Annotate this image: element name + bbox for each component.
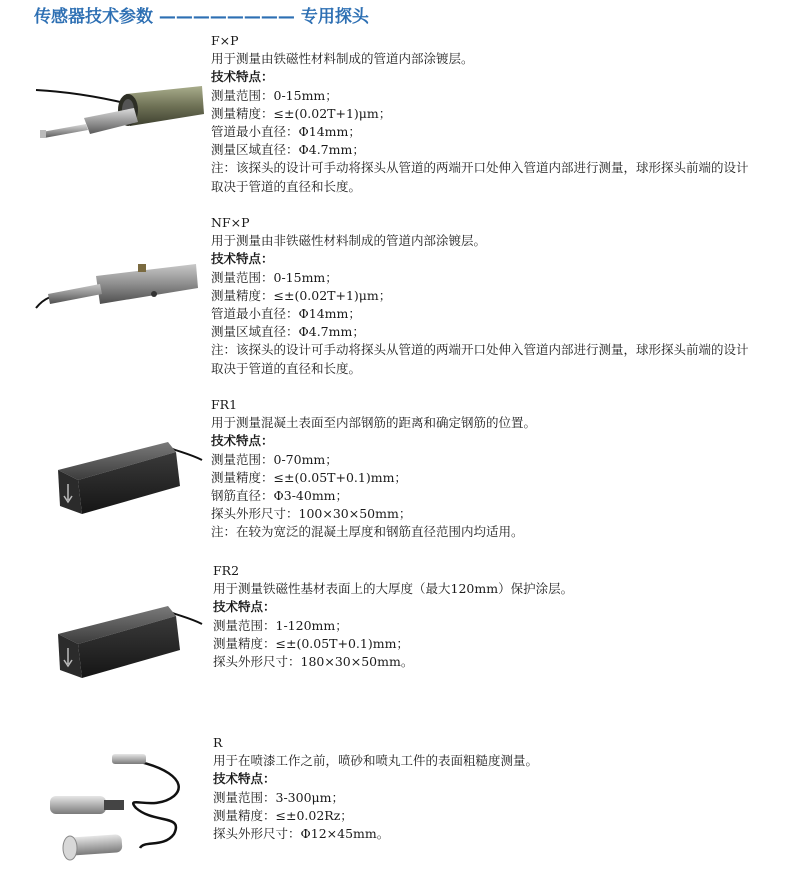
nfxp-probe-photo (34, 258, 206, 318)
fr2-probe-photo (44, 604, 204, 680)
spec-line: 探头外形尺寸：Φ12×45mm。 (213, 826, 390, 842)
spec-line: 测量范围：3-300μm； (213, 789, 345, 805)
probe-description: 用于在喷漆工作之前，喷砂和喷丸工件的表面粗糙度测量。 (213, 753, 539, 769)
features-label: 技术特点： (211, 251, 274, 267)
spec-line: 测量精度：≤±(0.02T+1)μm； (211, 105, 392, 121)
probe-description: 用于测量铁磁性基材表面上的大厚度（最大120mm）保护涂层。 (213, 581, 574, 597)
spec-line: 管道最小直径：Φ14mm； (211, 306, 361, 322)
spec-line: 测量区域直径：Φ4.7mm； (211, 324, 365, 340)
fr1-probe-photo (44, 440, 204, 516)
probe-name: F×P (211, 33, 239, 48)
spec-line: 探头外形尺寸：100×30×50mm； (211, 506, 412, 522)
spec-line: 测量精度：≤±(0.02T+1)μm； (211, 287, 392, 303)
probe-description: 用于测量由非铁磁性材料制成的管道内部涂镀层。 (211, 233, 487, 249)
spec-line: 探头外形尺寸：180×30×50mm。 (213, 654, 414, 670)
probe-r-block (213, 734, 538, 843)
probe-fr2-block (213, 562, 573, 671)
page-title: 传感器技术参数 ———————— 专用探头 (34, 7, 369, 27)
spec-line: 测量精度：≤±0.02Rz； (213, 807, 353, 823)
probe-description: 用于测量混凝土表面至内部钢筋的距离和确定钢筋的位置。 (211, 415, 537, 431)
probe-note: 注：在较为宽泛的混凝土厚度和钢筋直径范围内均适用。 (211, 524, 524, 540)
probe-note: 注：该探头的设计可手动将探头从管道的两端开口处伸入管道内部进行测量，球形探头前端的设计取决于管道的直径和长度。 (211, 160, 749, 194)
spec-line: 测量范围：0-15mm； (211, 269, 338, 285)
probe-fr1-block (211, 396, 536, 542)
spec-line: 测量范围：0-15mm； (211, 87, 338, 103)
spec-line: 测量区域直径：Φ4.7mm； (211, 142, 365, 158)
spec-line: 管道最小直径：Φ14mm； (211, 124, 361, 140)
probe-fxp-block (211, 32, 759, 196)
probe-name: FR2 (213, 563, 240, 578)
r-probe-photo (44, 752, 194, 870)
probe-nfxp-block (211, 214, 759, 378)
fxp-probe-photo (34, 80, 206, 152)
features-label: 技术特点： (213, 771, 276, 787)
probe-description: 用于测量由铁磁性材料制成的管道内部涂镀层。 (211, 51, 474, 67)
probe-name: R (213, 735, 223, 750)
features-label: 技术特点： (213, 599, 276, 615)
spec-line: 测量精度：≤±(0.05T+0.1)mm； (211, 469, 407, 485)
probe-name: FR1 (211, 397, 238, 412)
probe-note: 注：该探头的设计可手动将探头从管道的两端开口处伸入管道内部进行测量，球形探头前端的设计取决于管道的直径和长度。 (211, 342, 749, 376)
spec-line: 测量范围：0-70mm； (211, 451, 338, 467)
spec-line: 钢筋直径：Φ3-40mm； (211, 488, 349, 504)
features-label: 技术特点： (211, 433, 274, 449)
features-label: 技术特点： (211, 69, 274, 85)
probe-name: NF×P (211, 215, 250, 230)
spec-line: 测量范围：1-120mm； (213, 617, 348, 633)
spec-line: 测量精度：≤±(0.05T+0.1)mm； (213, 635, 409, 651)
